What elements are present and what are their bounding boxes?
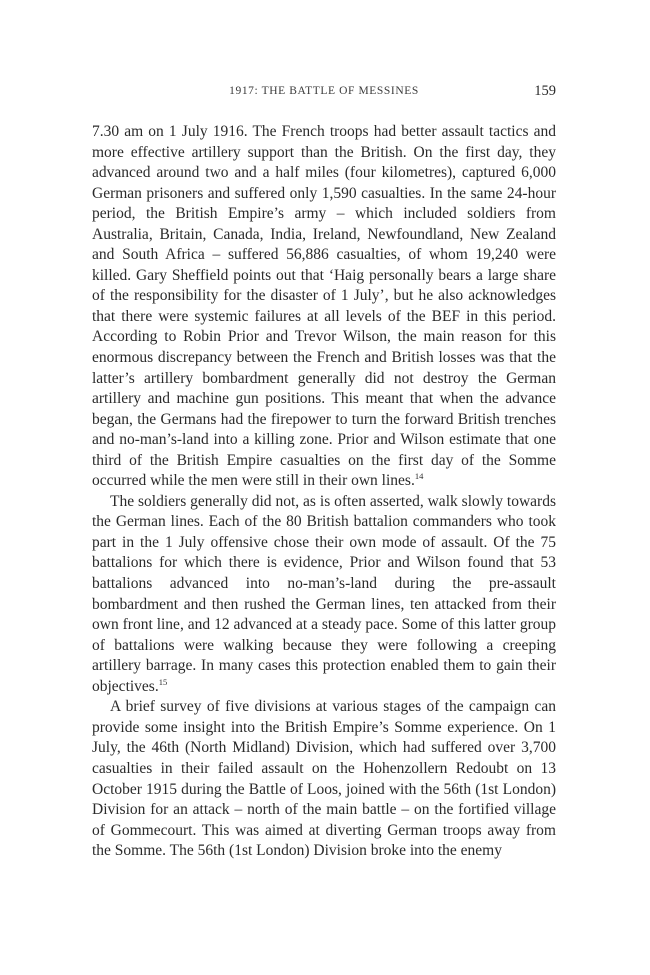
body-text (92, 122, 556, 862)
running-title: 1917: THE BATTLE OF MESSINES (229, 85, 419, 97)
footnote-marker: 14 (414, 471, 424, 482)
paragraph-text: A brief survey of five divisions at various stages of the campaign can provide some insight into the British Empire’s Somme experience. On 1 July, the 46th (North Midland) Division, which had suffered over 3,700 casualties in their failed assault on the Hohenzollern Redoubt on 13 October 1915 during the Battle of Loos, joined with the 56th (1st London) Division for an attack – north of the main battle – on the fortified village of Gommecourt. This was aimed at diverting German troops away from the Somme. The 56th (1st London) Division broke into the enemy (92, 698, 556, 860)
paragraph-text: 7.30 am on 1 July 1916. The French troops had better assault tactics and more effective artillery support than the British. On the first day, they advanced around two and a half miles (four kilometres), captured 6,000 German prisoners and suffered only 1,590 casualties. In the same 24-hour period, the British Empire’s army – which included soldiers from Australia, Britain, Canada, India, Ireland, Newfoundland, New Zealand and South Africa – suffered 56,886 casualties, of whom 19,240 were killed. Gary Sheffield points out that ‘Haig personally bears a large share of the responsibility for the disaster of 1 July’, but he also acknowledges that there were systemic failures at all levels of the BEF in this period. According to Robin Prior and Trevor Wilson, the main reason for this enormous discrepancy between the French and British losses was that the latter’s artillery bombardment generally did not destroy the German artillery and machine gun positions. This meant that when the advance began, the Germans had the firepower to turn the forward British trenches and no-man’s-land into a killing zone. Prior and Wilson estimate that one third of the British Empire casualties on the first day of the Somme occurred while the men were still in their own lines. (92, 123, 556, 490)
paragraph (92, 697, 556, 861)
running-head (92, 83, 556, 103)
paragraph-text: The soldiers generally did not, as is often asserted, walk slowly towards the German lines. Each of the 80 British battalion commanders who took part in the 1 July offensive chose their own mode of assault. Of the 75 battalions for which there is evidence, Prior and Wilson found that 53 battalions advanced into no-man’s-land during the pre-assault bombardment and then rushed the German lines, ten attacked from their own front line, and 12 advanced at a steady pace. Some of this latter group of battalions were walking because they were following a creeping artillery barrage. In many cases this protection enabled them to gain their objectives. (92, 492, 556, 695)
page-number: 159 (534, 83, 556, 99)
paragraph (92, 122, 556, 492)
footnote-marker: 15 (158, 676, 168, 687)
paragraph (92, 492, 556, 697)
